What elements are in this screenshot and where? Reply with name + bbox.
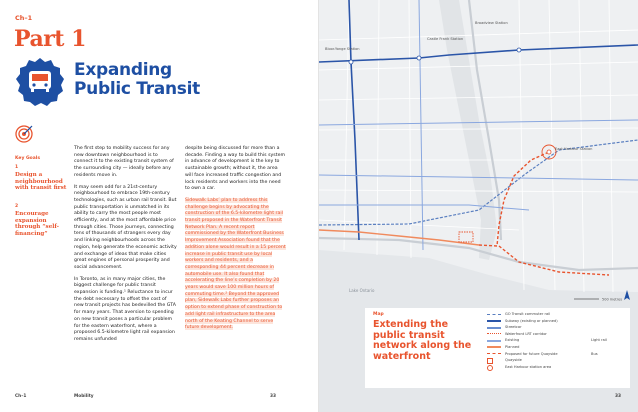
map-label-broadview: Broadview Station [475, 21, 508, 25]
right-page [319, 0, 638, 412]
footer-page-number: 33 [270, 394, 276, 399]
legend-label: Planned [505, 344, 520, 349]
map-label-castle-frank: Castle Frank Station [427, 37, 464, 41]
legend-label: Existing [505, 338, 520, 343]
footer-section: Mobility [74, 394, 94, 399]
goal-text: Encourage expansion through “self-financing” [15, 211, 59, 237]
transit-bus-badge-icon [15, 56, 65, 106]
goal-item [15, 165, 69, 192]
legend-label: Waterfront LRT corridor [505, 331, 547, 336]
map-legend [487, 311, 627, 370]
legend-item [487, 357, 627, 364]
legend-label: East Harbour station area [505, 364, 552, 369]
legend-item [487, 318, 627, 325]
legend-label: Proposed for future Quayside [505, 351, 558, 356]
goal-number: 1 [15, 165, 19, 170]
highlighted-paragraph [185, 198, 286, 332]
legend-label: Streetcar [505, 325, 522, 330]
legend-item [487, 344, 627, 351]
legend-item [487, 351, 627, 358]
body-column-2 [185, 146, 286, 337]
legend-item [487, 331, 627, 338]
target-icon [15, 125, 33, 143]
legend-item [487, 337, 627, 344]
map-title: Extending the public transit network along the waterfront [373, 319, 472, 362]
legend-label: Quayside [505, 358, 522, 363]
legend-label: GO Transit commuter rail [505, 312, 551, 316]
footer-chapter: Ch–1 [15, 394, 27, 399]
goal-number: 2 [15, 204, 19, 209]
legend-side-label: Light rail [591, 338, 607, 343]
main-title-line-2: Public Transit [74, 79, 200, 99]
legend-label: Subway (existing or planned) [505, 318, 558, 323]
highlighted-text: Sidewalk Labs’ plan to address this challenge begins by advocating the construction of the 6.5-kilometre light rail transit proposed in the Waterfront Transit Network Plan. A recent report commissioned by the Waterfront Business Improvement Association found that the addition alone would result in a 15 percent increase in public transit use by local workers and residents, and a corresponding 44 percent decrease in automobile use. It also found that accelerating the line’s completion by 20 years would save 100 million hours of commuting time.² Beyond the approved plan, Sidewalk Labs further proposes an option to extend phase of construction to add light rail infrastructure to the area north of the Keating Channel to serve future development. [185, 197, 286, 331]
legend-side-label: Bus [591, 351, 598, 356]
chapter-label: Ch–1 [15, 14, 33, 22]
legend-swatch [487, 320, 501, 322]
map-label-east-harbour: East Harbour Station [555, 147, 593, 151]
legend-swatch [487, 327, 501, 329]
map-label-lake: Lake Ontario [349, 288, 375, 293]
legend-item [487, 364, 627, 371]
paragraph: despite being discussed for more than a decade. Finding a way to build this system in advance of development is the key to sustainable growth; without it, the area will face increased traffic congestion and lock residents and workers into the need to own a car. [185, 146, 286, 192]
key-goals-label: Key Goals [15, 156, 41, 161]
map-label-bloor-yonge: Bloor-Yonge Station [325, 47, 360, 51]
legend-swatch [487, 353, 501, 354]
legend-swatch [487, 314, 501, 315]
legend-swatch [487, 346, 501, 348]
paragraph: In Toronto, as in many major cities, the biggest challenge for public transit expansion is funding.¹ Reluctance to incur the debt necessary to offset the cost of new transit projects has bedevilled the GTA for many years. That aversion to spending on new transit poses a particular problem for the eastern waterfront, where a proposed 6.5-kilometre light rail expansion remains unfunded [74, 276, 176, 342]
body-column-1 [74, 146, 177, 349]
part-title: Part 1 [14, 26, 86, 52]
map-label: Map [373, 312, 384, 317]
goal-text: Design a neighbourhood with transit first [15, 172, 67, 192]
goal-item [15, 204, 69, 237]
legend-item [487, 311, 627, 318]
legend-item [487, 324, 627, 331]
legend-swatch [487, 333, 501, 334]
map-scale-label: 500 metres [602, 297, 623, 302]
legend-swatch [487, 365, 493, 371]
map-legend-panel [365, 308, 630, 388]
legend-swatch [487, 340, 501, 342]
footer-page-number: 33 [615, 394, 621, 399]
left-page [0, 0, 318, 412]
main-title-line-1: Expanding [74, 60, 172, 80]
paragraph: It may seem odd for a 21st-century neighbourhood to embrace 19th-century technologies, such as urban rail transit. But public transportation is unmatched in its ability to carry the most people most efficiently, and at the most affordable price through cities. Those journeys, connecting tens of thousands of strangers every day and linking neighbourhoods across the region, help generate the economic activity and exchange of ideas that make cities great engines of personal prosperity and social advancement. [74, 184, 177, 270]
main-title [74, 61, 200, 99]
paragraph: The first step to mobility success for any new downtown neighbourhood is to connect it to the existing transit system of the surrounding city — ideally before any residents move in. [74, 146, 174, 178]
